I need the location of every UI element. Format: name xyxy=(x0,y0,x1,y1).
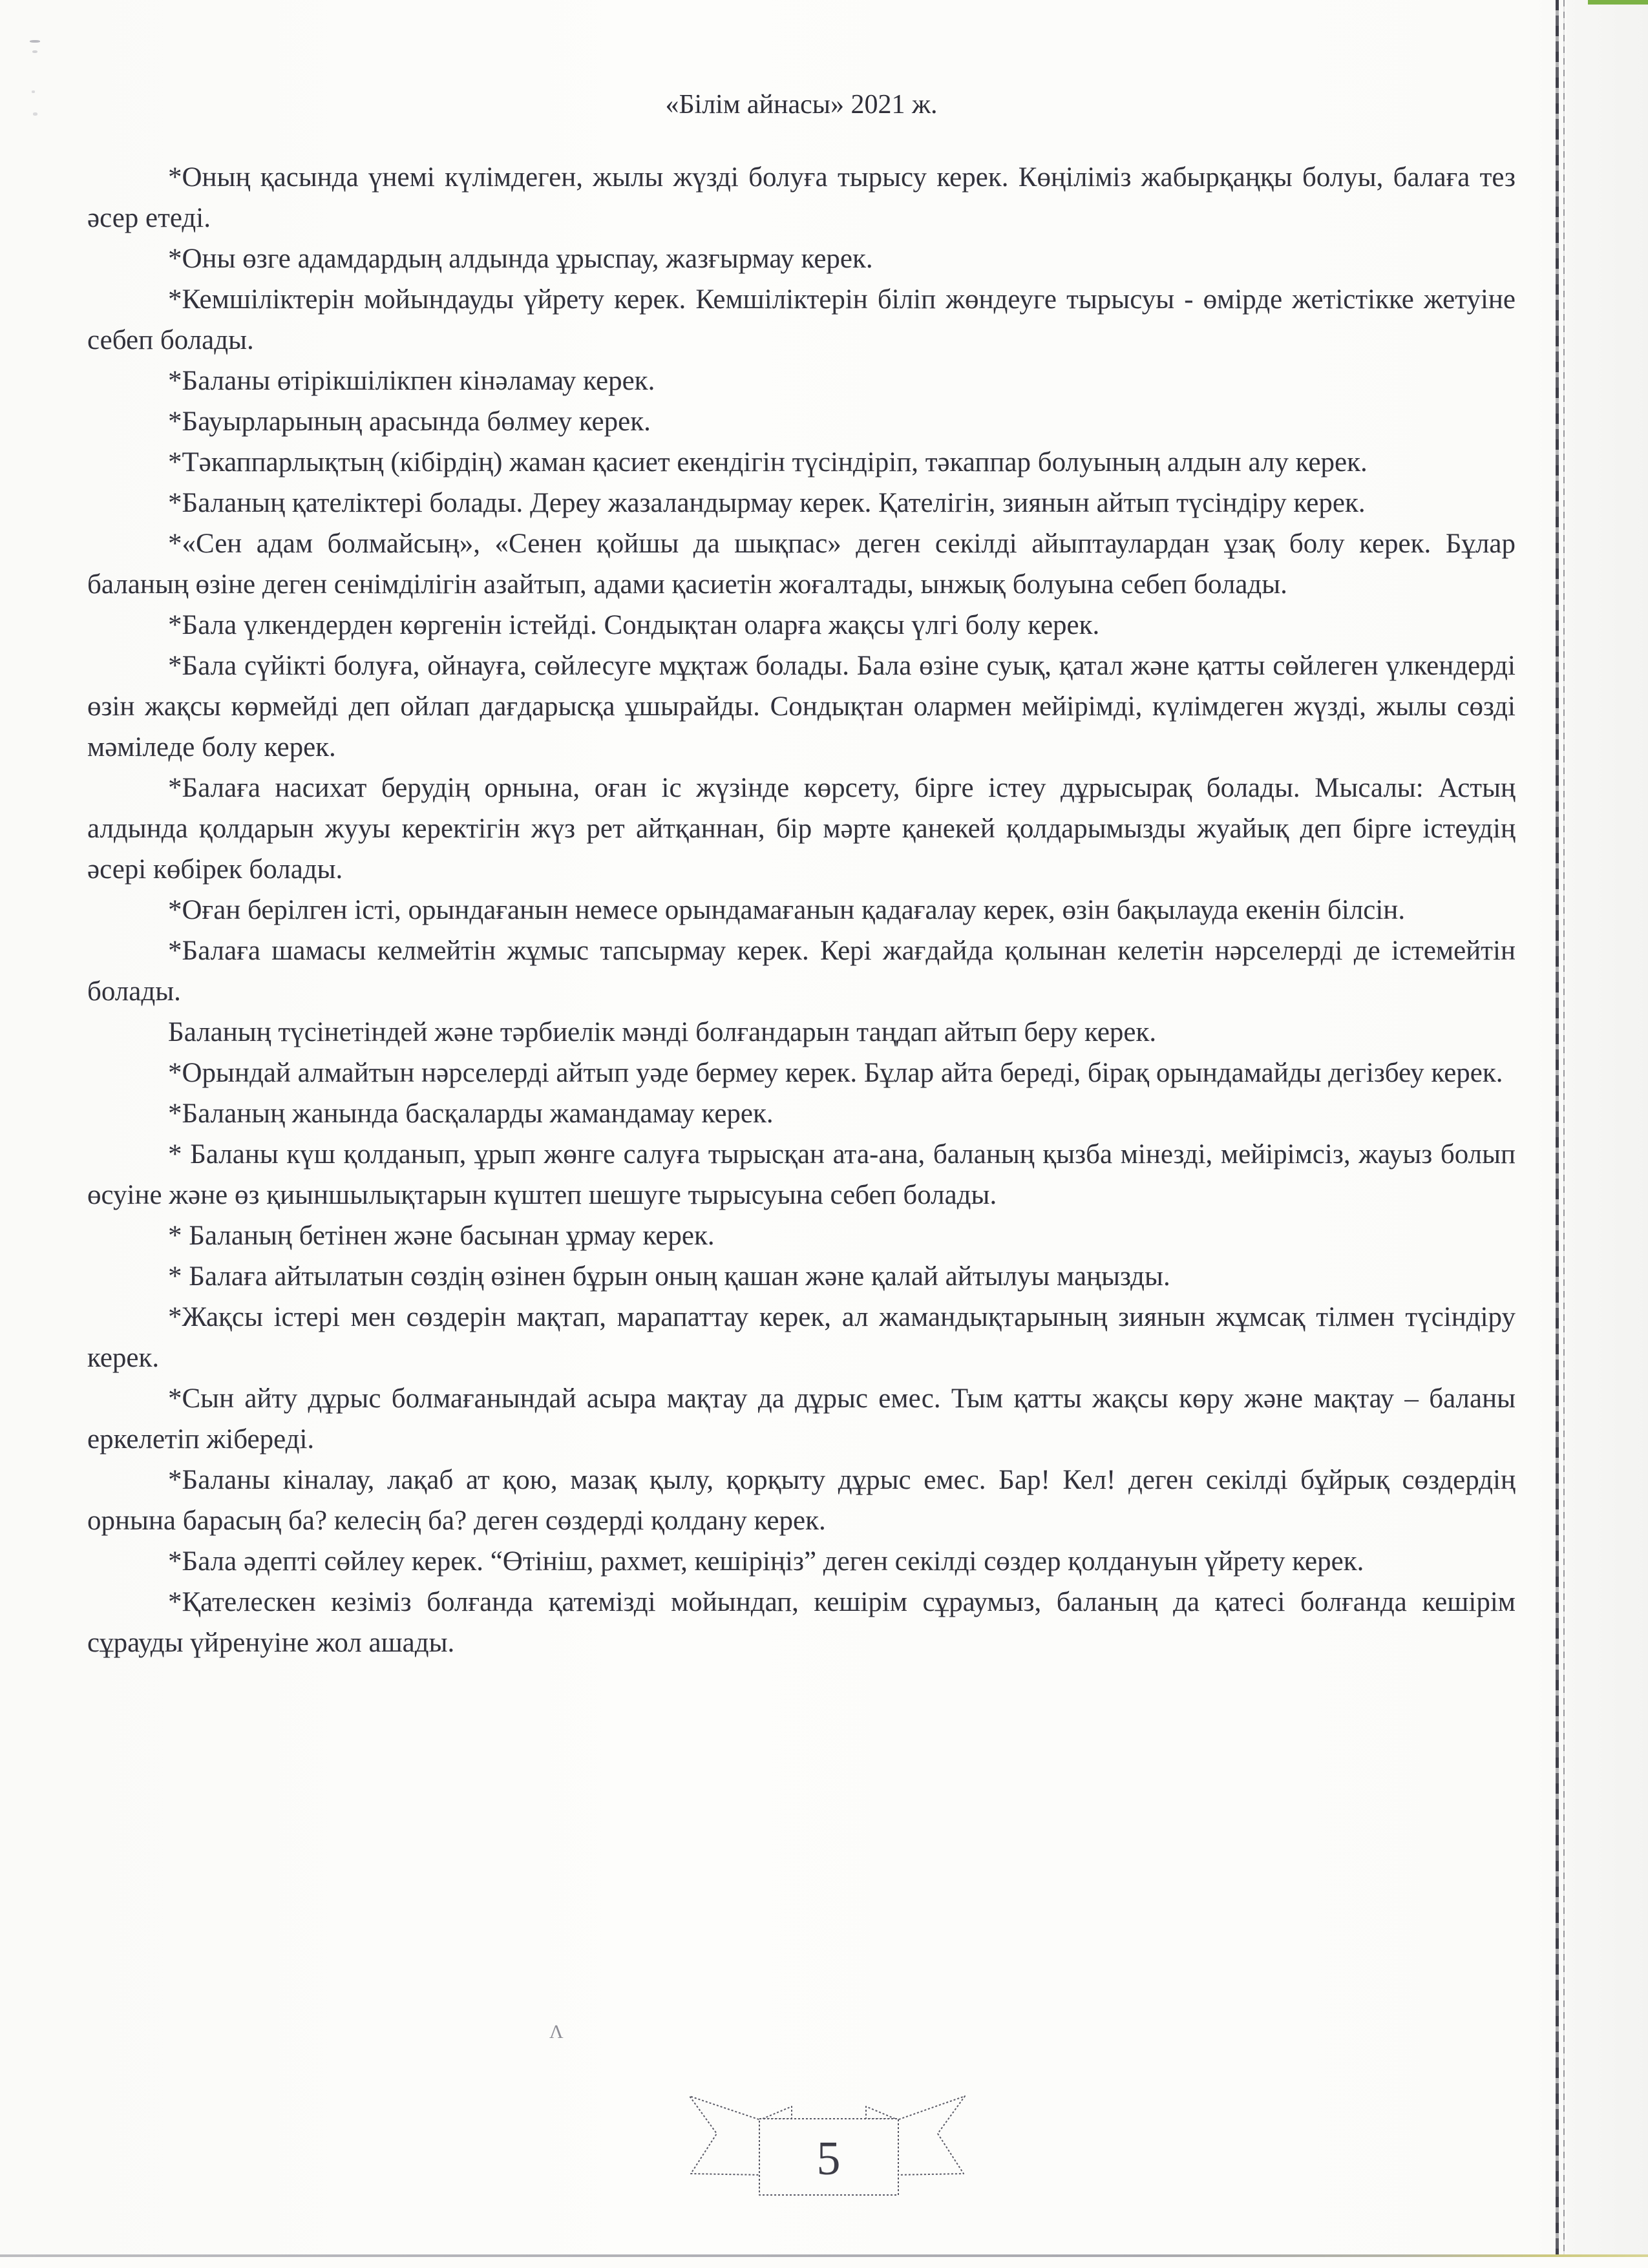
scan-right-margin-band xyxy=(1567,0,1648,2268)
paragraph: *Бала сүйікті болуға, ойнауға, сөйлесуге мұқтаж болады. Бала өзіне суық, қатал және қатты сөйлеген үлкендерді өзін жақсы көрмейді деп ойлап дағдарысқа ұшырайды. Сондықтан олармен мейірімді, күлімдеген жүзді, жылы сөзді мәміледе болу керек. xyxy=(87,651,1516,762)
paragraph: * Балаға айтылатын сөздің өзінен бұрын оның қашан және қалай айтылуы маңызды. xyxy=(168,1261,1170,1292)
paragraph: *Оған берілген істі, орындағанын немесе орындамағанын қадағалау керек, өзін бақылауда екенін білсін. xyxy=(168,895,1406,925)
scan-edge-line-thin xyxy=(1563,0,1565,2256)
paragraph: *Оның қасында үнемі күлімдеген, жылы жүзді болуға тырысу керек. Көңіліміз жабырқаңқы болуы, балаға тез әсер етеді. xyxy=(87,162,1516,233)
paragraph: *Орындай алмайтын нәрселерді айтып уәде бермеу керек. Бұлар айта береді, бірақ орындамайды дегізбеу керек. xyxy=(168,1058,1503,1088)
paragraph: *Бауырларының арасында бөлмеу керек. xyxy=(168,406,651,437)
paragraph: *Бала үлкендерден көргенін істейді. Сондықтан оларға жақсы үлгі болу керек. xyxy=(168,610,1100,640)
ribbon-right-fold xyxy=(866,2106,895,2119)
page-number: 5 xyxy=(816,2132,841,2185)
page-number-ribbon xyxy=(682,2088,973,2201)
paragraph: *Балаға шамасы келмейтін жұмыс тапсырмау керек. Кері жағдайда қолынан келетін нәрселерді де істемейтін болады. xyxy=(87,936,1516,1007)
paragraph: *Бала әдепті сөйлеу керек. “Өтініш, рахмет, кешіріңіз” деген секілді сөздер қолдануын үйрету керек. xyxy=(168,1546,1364,1577)
scan-speck xyxy=(30,40,40,43)
scan-edge-line-heavy xyxy=(1556,0,1559,2256)
scan-speck xyxy=(33,112,37,116)
paragraph: *«Сен адам болмайсың», «Сенен қойшы да шықпас» деген секілді айыптаулардан ұзақ болу керек. Бұлар баланың өзіне деген сенімділігін азайтып, адами қасиетін жоғалтады, ынжық болуына себеп болады. xyxy=(87,529,1516,600)
paragraph: * Баланың бетінен және басынан ұрмау керек. xyxy=(168,1221,715,1251)
scan-speck xyxy=(32,90,35,93)
scan-speck xyxy=(32,50,37,53)
paragraph: *Баланы өтірікшілікпен кінәламау керек. xyxy=(168,366,655,396)
paragraph: *Кемшіліктерін мойындауды үйрету керек. Кемшіліктерін біліп жөндеуге тырысуы - өмірде жетістікке жетуіне себеп болады. xyxy=(87,284,1516,355)
stray-caret-mark: Λ xyxy=(549,2021,564,2042)
scan-green-strip xyxy=(1588,0,1648,5)
ribbon-left-wing xyxy=(690,2096,763,2175)
paragraph: *Қателескен кезіміз болғанда қатемізді мойындап, кешірім сұраумыз, баланың да қатесі болғанда кешірім сұрауды үйренуіне жол ашады. xyxy=(87,1587,1516,1658)
paragraph: *Балаға насихат берудің орнына, оған іс жүзінде көрсету, бірге істеу дұрысырақ болады. Мысалы: Астың алдында қолдарын жууы керектігін жүз рет айтқаннан, бір мәрте қанекей қолдарымызды жуайық деп бірге істеудің әсері көбірек болады. xyxy=(87,773,1516,885)
paragraph: *Сын айту дұрыс болмағанындай асыра мақтау да дұрыс емес. Тым қатты жақсы көру және мақтау – баланы еркелетіп жібереді. xyxy=(87,1383,1516,1454)
scan-below-edge-area xyxy=(0,2257,1648,2268)
paragraph: *Оны өзге адамдардың алдында ұрыспау, жазғырмау керек. xyxy=(168,244,873,274)
ribbon-left-fold xyxy=(763,2106,792,2119)
ribbon-right-wing xyxy=(895,2096,965,2175)
paragraph: Баланың түсінетіндей және тәрбиелік мәнді болғандарын таңдап айтып беру керек. xyxy=(168,1017,1157,1047)
page-title: «Білім айнасы» 2021 ж. xyxy=(665,90,938,120)
paragraph: *Жақсы істері мен сөздерін мақтап, марапаттау керек, ал жамандықтарының зиянын жұмсақ тілмен түсіндіру керек. xyxy=(87,1302,1516,1373)
paragraph: *Тәкаппарлықтың (кібірдің) жаман қасиет екендігін түсіндіріп, тәкаппар болуының алдын алу керек. xyxy=(168,447,1368,478)
paragraph: * Баланы күш қолданып, ұрып жөнге салуға тырысқан ата-ана, баланың қызба мінезді, мейірімсіз, жауыз болып өсуіне және өз қиыншылықтарын күштеп шешуге тырысуына себеп болады. xyxy=(87,1139,1516,1210)
paragraph: *Баланың қателіктері болады. Дереу жазаландырмау керек. Қателігін, зиянын айтып түсіндіру керек. xyxy=(168,488,1366,518)
paragraph: *Баланы кіналау, лақаб ат қою, мазақ қылу, қорқыту дұрыс емес. Бар! Кел! деген секілді бұйрық сөздердің орнына барасың ба? келесің ба? деген сөздерді қолдану керек. xyxy=(87,1465,1516,1536)
paragraph: *Баланың жанында басқаларды жамандамау керек. xyxy=(168,1098,774,1129)
document-body xyxy=(87,157,1516,1663)
